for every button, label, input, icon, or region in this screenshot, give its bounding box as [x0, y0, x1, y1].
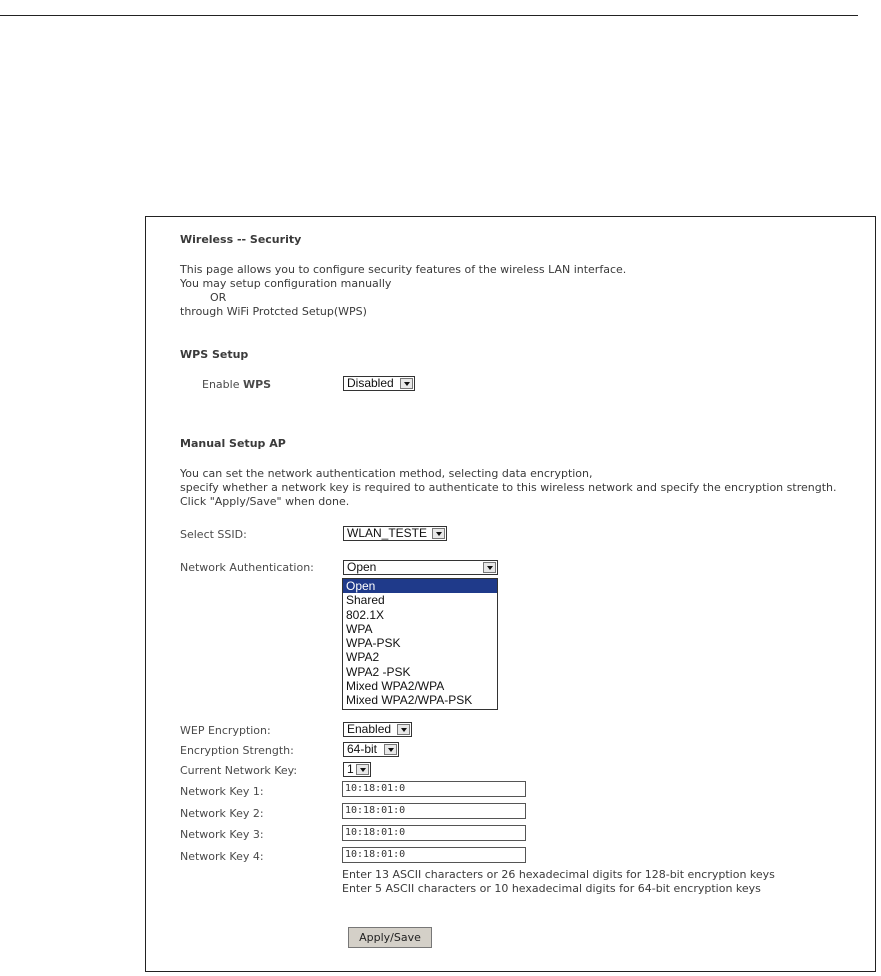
network-key-3-input[interactable]: 10:18:01:0	[342, 825, 526, 841]
network-key-1-input[interactable]: 10:18:01:0	[342, 781, 526, 797]
select-ssid-label: Select SSID:	[180, 528, 247, 541]
enable-wps-label	[202, 378, 271, 391]
enable-wps-select[interactable]	[343, 376, 415, 391]
intro-or: OR	[210, 291, 227, 304]
chevron-down-icon[interactable]	[432, 528, 445, 539]
auth-option-open[interactable]: Open	[343, 579, 497, 593]
manual-desc-1: You can set the network authentication method, selecting data encryption,	[180, 467, 593, 480]
encryption-strength-select[interactable]	[343, 742, 399, 757]
page-title: Wireless -- Security	[180, 233, 302, 246]
network-key-4-label: Network Key 4:	[180, 850, 264, 863]
wep-encryption-label: WEP Encryption:	[180, 724, 271, 737]
manual-desc-3: Click "Apply/Save" when done.	[180, 495, 350, 508]
auth-option-shared[interactable]: Shared	[346, 593, 385, 608]
network-auth-value: Open	[347, 560, 377, 574]
apply-save-button[interactable]: Apply/Save	[348, 927, 432, 948]
top-divider	[0, 15, 858, 16]
network-key-2-label: Network Key 2:	[180, 807, 264, 820]
network-key-2-input[interactable]: 10:18:01:0	[342, 803, 526, 819]
wep-encryption-value: Enabled	[347, 722, 392, 736]
hint-64-bit: Enter 5 ASCII characters or 10 hexadecimal digits for 64-bit encryption keys	[342, 882, 761, 895]
intro-line-2: You may setup configuration manually	[180, 277, 392, 290]
auth-option-mixed-wpa2-wpa-psk[interactable]: Mixed WPA2/WPA-PSK	[346, 693, 473, 708]
auth-option-wpa2-psk[interactable]: WPA2 -PSK	[346, 664, 411, 679]
current-network-key-select[interactable]	[343, 762, 371, 777]
hint-128-bit: Enter 13 ASCII characters or 26 hexadecimal digits for 128-bit encryption keys	[342, 868, 775, 881]
current-network-key-label: Current Network Key:	[180, 764, 298, 777]
ssid-select[interactable]	[343, 526, 447, 541]
encryption-strength-value: 64-bit	[347, 742, 378, 756]
network-auth-label: Network Authentication:	[180, 561, 314, 574]
network-key-3-label: Network Key 3:	[180, 828, 264, 841]
current-network-key-value: 1	[347, 762, 354, 776]
chevron-down-icon[interactable]	[356, 764, 369, 775]
auth-option-wpa2[interactable]: WPA2	[346, 650, 380, 665]
ssid-value: WLAN_TESTE	[347, 526, 428, 540]
network-auth-select[interactable]	[343, 560, 498, 575]
network-key-4-input[interactable]: 10:18:01:0	[342, 847, 526, 863]
network-auth-dropdown-list[interactable]	[342, 578, 498, 710]
chevron-down-icon[interactable]	[400, 378, 413, 389]
chevron-down-icon[interactable]	[384, 744, 397, 755]
enable-wps-label-bold: WPS	[242, 378, 272, 391]
enable-wps-label-prefix: Enable	[202, 378, 243, 391]
network-key-1-label: Network Key 1:	[180, 785, 264, 798]
manual-setup-heading: Manual Setup AP	[180, 437, 286, 450]
manual-desc-2: specify whether a network key is required to authenticate to this wireless network and specify the encryption strength.	[180, 481, 837, 494]
auth-option-mixed-wpa2-wpa[interactable]: Mixed WPA2/WPA	[346, 679, 445, 694]
intro-line-3: through WiFi Protcted Setup(WPS)	[180, 305, 367, 318]
wps-setup-heading: WPS Setup	[180, 348, 249, 361]
enable-wps-value: Disabled	[347, 376, 394, 390]
wep-encryption-select[interactable]	[343, 722, 412, 737]
chevron-down-icon[interactable]	[397, 724, 410, 735]
auth-option-8021x[interactable]: 802.1X	[346, 607, 385, 622]
auth-option-wpa[interactable]: WPA	[346, 621, 373, 636]
intro-line-1: This page allows you to configure security features of the wireless LAN interface.	[180, 263, 627, 276]
chevron-down-icon[interactable]	[483, 562, 496, 573]
auth-option-wpa-psk[interactable]: WPA-PSK	[346, 636, 401, 651]
encryption-strength-label: Encryption Strength:	[180, 744, 294, 757]
wireless-security-panel	[145, 216, 876, 972]
